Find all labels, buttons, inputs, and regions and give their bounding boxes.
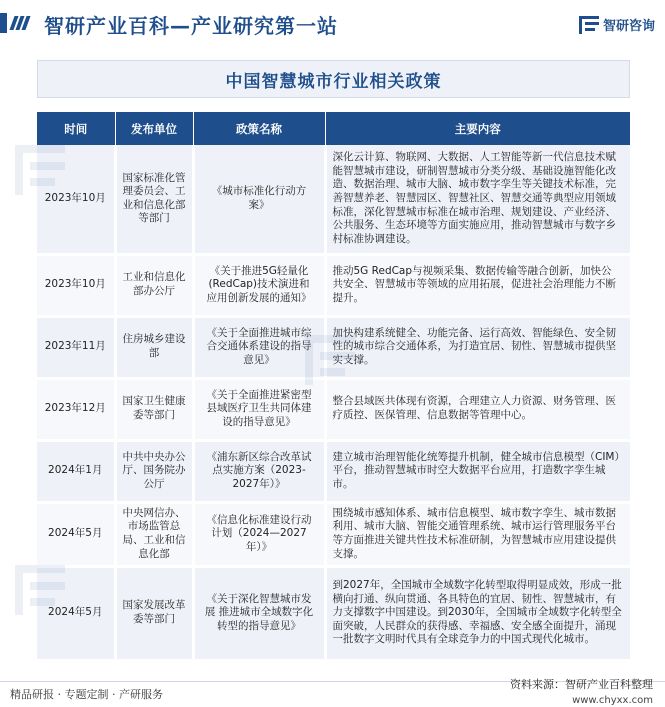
footer-source: 资料来源：智研产业百科整理 xyxy=(510,678,653,691)
cell-unit: 工业和信息化部办公厅 xyxy=(115,254,193,316)
cell-unit: 中共中央办公厅、国务院办公厅 xyxy=(115,440,193,502)
cell-unit: 住房城乡建设部 xyxy=(115,316,193,378)
cell-name: 《关于全面推进城市综合交通体系建设的指导意见》 xyxy=(193,316,325,378)
cell-content: 推动5G RedCap与视频采集、数据传输等融合创新，加快公共安全、智慧城市等领域的应用拓展，促进社会治理能力不断提升。 xyxy=(325,254,630,316)
cell-name: 《信息化标准建设行动计划（2024—2027年）》 xyxy=(193,502,325,566)
cell-time: 2024年5月 xyxy=(37,566,115,660)
document-title: 中国智慧城市行业相关政策 xyxy=(225,71,442,92)
document-title-box xyxy=(37,60,630,98)
header-stripes-icon xyxy=(12,16,28,30)
header-accent-bar xyxy=(0,13,7,33)
table-row xyxy=(37,440,630,502)
cell-unit: 国家发展改革委等部门 xyxy=(115,566,193,660)
cell-time: 2024年5月 xyxy=(37,502,115,566)
table-header-row xyxy=(37,112,630,145)
cell-name: 《浦东新区综合改革试点实施方案（2023-2027年）》 xyxy=(193,440,325,502)
header xyxy=(0,0,665,48)
cell-content: 加快构建系统健全、功能完备、运行高效、智能绿色、安全韧性的城市综合交通体系，为打造宜居、韧性、智慧城市提供坚实支撑。 xyxy=(325,316,630,378)
table-row xyxy=(37,316,630,378)
column-header-unit: 发布单位 xyxy=(115,112,193,145)
cell-time: 2023年10月 xyxy=(37,254,115,316)
cell-content: 到2027年，全国城市全域数字化转型取得明显成效，形成一批横向打通、纵向贯通、各具特色的宜居、韧性、智慧城市，有力支撑数字中国建设。到2030年，全国城市全域数字化转型全面突破，人民群众的获得感、幸福感、安全感全面提升，涌现一批数字文明时代具有全球竞争力的中国式现代化城市。 xyxy=(325,566,630,660)
table-row xyxy=(37,502,630,566)
cell-content: 围绕城市感知体系、城市信息模型、城市数字孪生、城市数据利用、城市大脑、智能交通管理系统、城市运行管理服务平台等方面推进关键共性技术标准研制，为智慧城市应用建设提供支撑。 xyxy=(325,502,630,566)
cell-time: 2023年11月 xyxy=(37,316,115,378)
cell-time: 2023年10月 xyxy=(37,145,115,254)
cell-time: 2024年1月 xyxy=(37,440,115,502)
cell-name: 《城市标准化行动方案》 xyxy=(193,145,325,254)
cell-name: 《关于全面推进紧密型县域医疗卫生共同体建设的指导意见》 xyxy=(193,378,325,440)
column-header-content: 主要内容 xyxy=(325,112,630,145)
table-row xyxy=(37,378,630,440)
footer-site-link[interactable]: www.chyxx.com xyxy=(572,695,653,706)
cell-content: 整合县域医共体现有资源，合理建立人力资源、财务管理、医疗质控、医保管理、信息数据等管理中心。 xyxy=(325,378,630,440)
footer-services: 精品研报 · 专题定制 · 产研服务 xyxy=(10,688,163,701)
table-row xyxy=(37,566,630,660)
cell-name: 《关于推进5G轻量化(RedCap)技术演进和应用创新发展的通知》 xyxy=(193,254,325,316)
footer-source-block xyxy=(510,676,653,706)
table-row xyxy=(37,145,630,254)
header-title: 智研产业百科—产业研究第一站 xyxy=(44,14,338,38)
column-header-name: 政策名称 xyxy=(193,112,325,145)
cell-unit: 国家卫生健康委等部门 xyxy=(115,378,193,440)
policy-table xyxy=(37,112,630,662)
cell-unit: 中央网信办、市场监管总局、工业和信息化部 xyxy=(115,502,193,566)
brand-name: 智研咨询 xyxy=(602,19,655,34)
brand-logo-icon xyxy=(579,16,599,34)
brand[interactable] xyxy=(579,15,655,34)
table-row xyxy=(37,254,630,316)
cell-content: 深化云计算、物联网、大数据、人工智能等新一代信息技术赋能智慧城市建设，研制智慧城市分类分级、基础设施智能化改造、数据治理、城市大脑、城市数字孪生等关键技术标准，完善智慧养老、智慧园区、智慧社区、智慧交通等典型应用领域标准，深化智慧城市标准在城市治理、规划建设、产业经济、公共服务、生态环境等方面实施应用，推动智慧城市与数字乡村标准协调建设。 xyxy=(325,145,630,254)
cell-name: 《关于深化智慧城市发展 推进城市全域数字化转型的指导意见》 xyxy=(193,566,325,660)
column-header-time: 时间 xyxy=(37,112,115,145)
cell-unit: 国家标准化管理委员会、工业和信息化部等部门 xyxy=(115,145,193,254)
cell-content: 建立城市治理智能化统筹提升机制，健全城市信息模型（CIM）平台，推动智慧城市时空大数据平台应用，打造数字孪生城市。 xyxy=(325,440,630,502)
cell-time: 2023年12月 xyxy=(37,378,115,440)
